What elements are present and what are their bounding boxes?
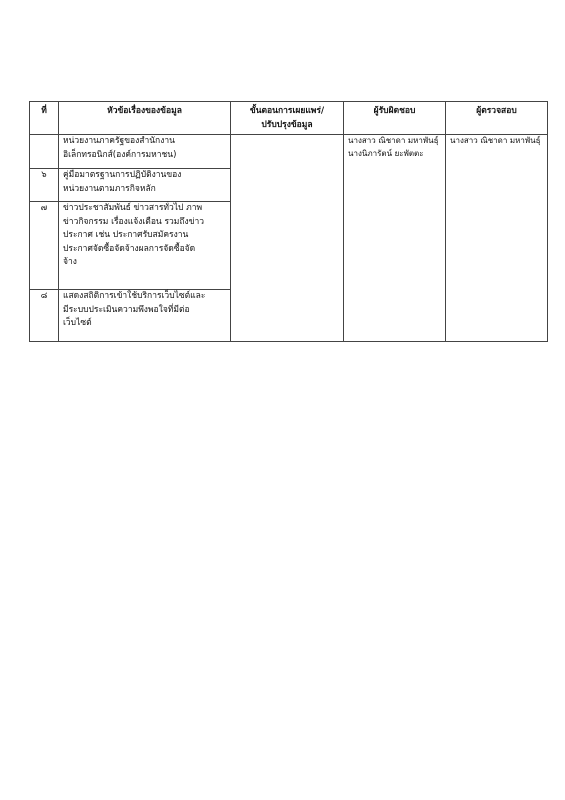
header-responsible: ผู้รับผิดชอบ: [344, 102, 446, 135]
checker-cell: [446, 135, 548, 342]
header-no: ที่: [30, 102, 59, 135]
row-topic: คู่มือมาตรฐานการปฏิบัติงานของ หน่วยงานตามภารกิจหลัก: [59, 169, 231, 202]
row-topic: หน่วยงานภาครัฐของสำนักงาน อิเล็กทรอนิกส์(องค์การมหาชน): [59, 135, 231, 169]
data-info-table: [29, 101, 548, 342]
row-number: [30, 135, 59, 169]
responsible-cell: [344, 135, 446, 342]
row-topic: แสดงสถิติการเข้าใช้บริการเว็บไซต์และ มีระบบประเมินความพึงพอใจที่มีต่อ เว็บไซต์: [59, 290, 231, 342]
header-topic: หัวข้อเรื่องของข้อมูล: [59, 102, 231, 135]
header-checker: ผู้ตรวจสอบ: [446, 102, 548, 135]
responsible-name-1: นางสาว ณิชาดา มหาพันธุ์: [348, 136, 439, 145]
publish-step-cell: [231, 135, 344, 342]
table-row: [30, 135, 548, 169]
table-header-row: [30, 102, 548, 135]
row-number: ๖: [30, 169, 59, 202]
responsible-name-2: นางนิภารัตน์ ยะพัตตะ: [348, 148, 424, 158]
checker-name: นางสาว ณิชาดา มหาพันธุ์: [450, 136, 541, 145]
row-number: ๗: [30, 202, 59, 290]
header-step-line2: ปรับปรุงข้อมูล: [261, 120, 313, 130]
row-topic: ข่าวประชาสัมพันธ์ ข่าวสารทั่วไป ภาพ ข่าวกิจกรรม เรื่องแจ้งเตือน รวมถึงข่าว ประกาศ เช่น ประกาศรับสมัครงาน ประกาศจัดซื้อจัดจ้างผลการจัดซื้อจัด จ้าง: [59, 202, 231, 290]
row-number: ๘: [30, 290, 59, 342]
header-step: [231, 102, 344, 135]
header-step-line1: ขั้นตอนการเผยแพร่/: [249, 106, 325, 116]
